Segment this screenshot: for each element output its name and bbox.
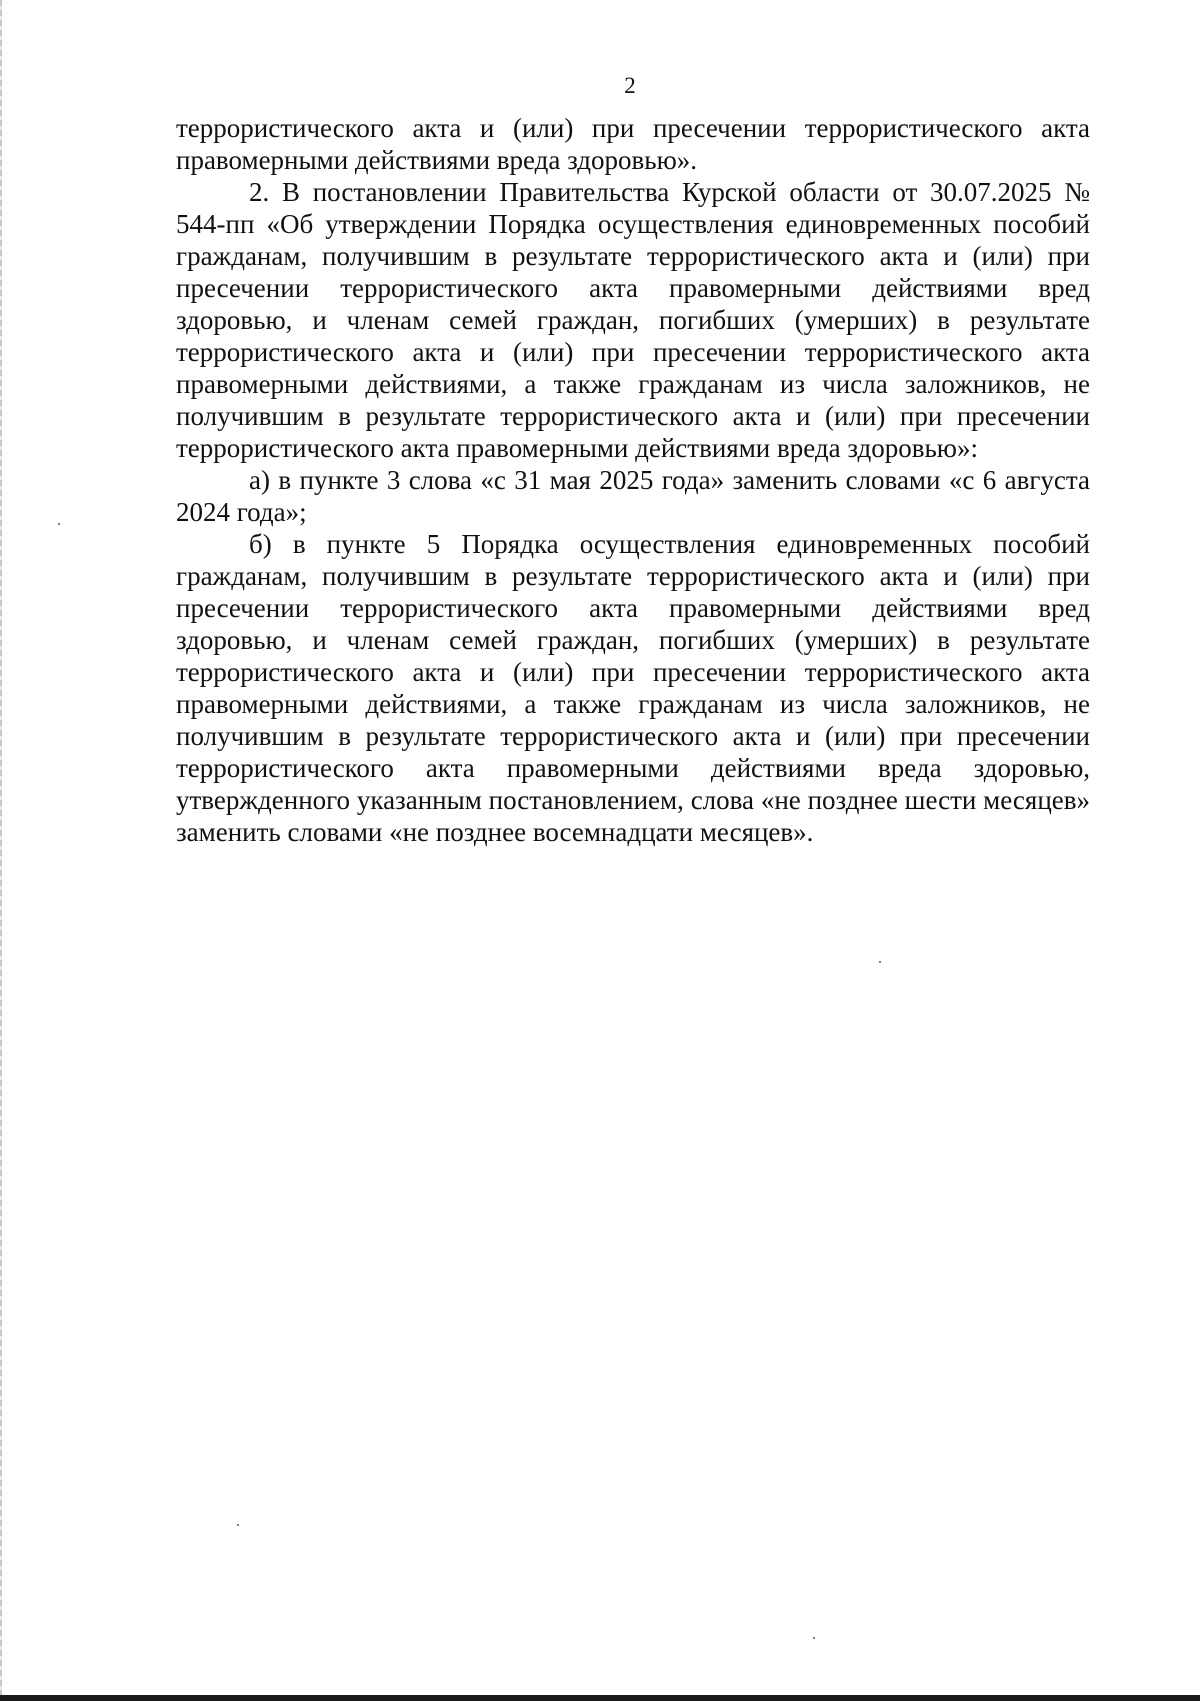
paragraph-item-2: 2. В постановлении Правительства Курской области от 30.07.2025 № 544-пп «Об утверждении Порядка осуществления единовременных пособий гражданам, получившим в результате террористического акта и (или) при пресечении террористического акта правомерными действиями вред здоровью, и членам семей граждан, погибших (умерших) в результате террористического акта и (или) при пресечении террористического акта правомерными действиями, а также гражданам из числа заложников, не получившим в результате террористического акта и (или) при пресечении террористического акта правомерными действиями вреда здоровью»: <box>176 177 1090 463</box>
paragraph-subitem-a: а) в пункте 3 слова «с 31 мая 2025 года» заменить словами «с 6 августа 2024 года»; <box>176 465 1090 527</box>
scan-speck <box>879 961 881 963</box>
scan-bottom-edge <box>0 1695 1200 1701</box>
paragraph-subitem-b: б) в пункте 5 Порядка осуществления единовременных пособий гражданам, получившим в результате террористического акта и (или) при пресечении террористического акта правомерными действиями вред здоровью, и членам семей граждан, погибших (умерших) в результате террористического акта и (или) при пресечении террористического акта правомерными действиями, а также гражданам из числа заложников, не получившим в результате террористического акта и (или) при пресечении террористического акта правомерными действиями вреда здоровью, утвержденного указанным постановлением, слова «не позднее шести месяцев» заменить словами «не позднее восемнадцати месяцев». <box>176 529 1090 847</box>
scan-left-edge <box>0 0 2 1701</box>
paragraph-continuation: террористического акта и (или) при пресечении террористического акта правомерными действиями вреда здоровью». <box>176 113 1090 175</box>
page-number: 2 <box>624 73 636 98</box>
scan-speck <box>813 1637 815 1639</box>
document-body <box>176 112 1090 848</box>
scan-speck <box>237 1524 239 1526</box>
scan-speck <box>58 523 60 525</box>
